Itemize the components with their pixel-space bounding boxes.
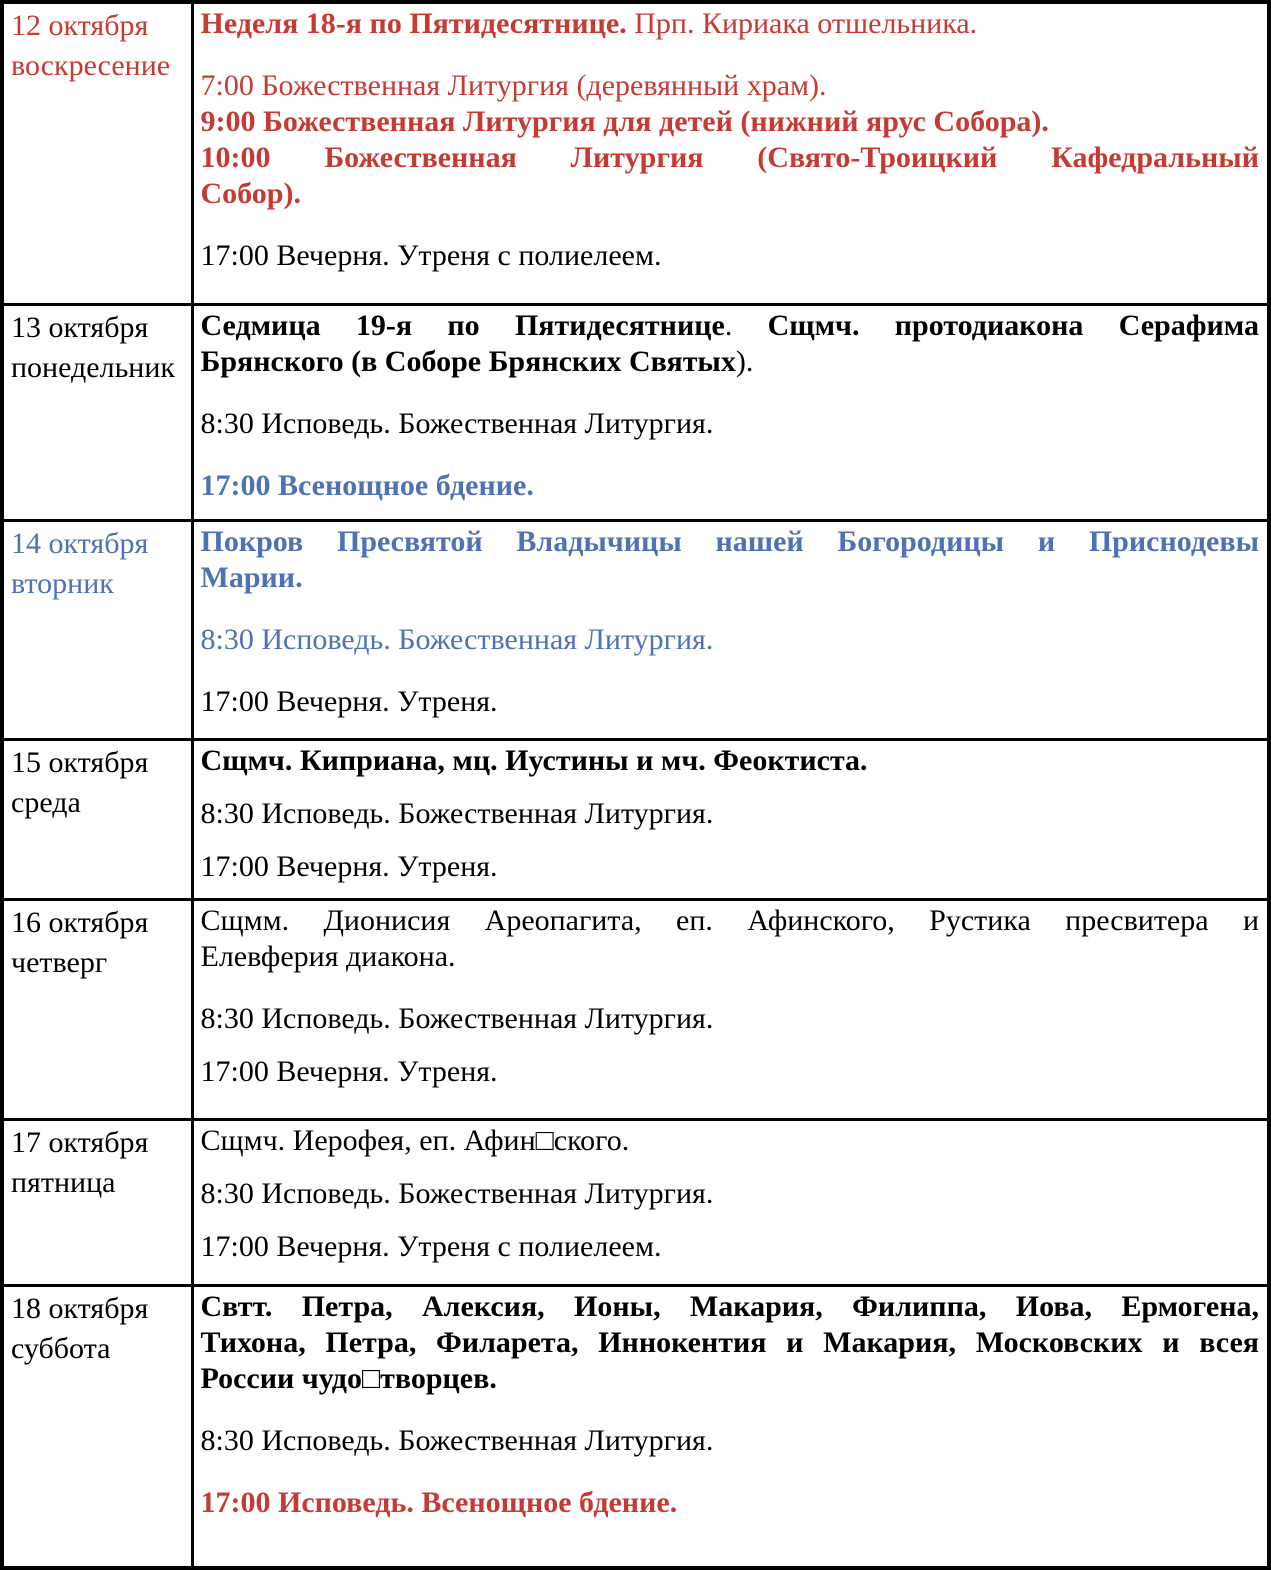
blank-line: [201, 1397, 1260, 1423]
text-line: [201, 1229, 1260, 1265]
blank-line: [201, 975, 1260, 1001]
text-line: [201, 1423, 1260, 1459]
table-row: [2, 1285, 1269, 1568]
text-segment: .: [724, 308, 768, 342]
date-cell: [2, 1119, 192, 1285]
blank-line: [201, 212, 1260, 238]
text-segment: Сщмч. протодиакона Серафима: [767, 308, 1259, 342]
text-segment: Свтт. Петра, Алексия, Ионы, Макария, Филиппа, Иова, Ермогена,: [200, 1289, 1259, 1323]
date-line: 15 октября: [11, 745, 149, 779]
text-line: [201, 560, 1260, 596]
text-segment: 17:00 Вечерня. Утреня.: [200, 684, 498, 718]
text-segment: 8:30 Исповедь. Божественная Литургия.: [200, 1176, 714, 1210]
text-segment: Брянского (в Соборе Брянских Святых: [200, 344, 736, 378]
text-line: [201, 68, 1260, 104]
text-line: [201, 622, 1260, 658]
date-line: воскресение: [11, 49, 171, 82]
table-row: [2, 2, 1269, 304]
text-segment: 8:30 Исповедь. Божественная Литургия.: [200, 796, 714, 830]
blank-line: [201, 658, 1260, 684]
text-segment: 17:00 Вечерня. Утреня.: [200, 1054, 498, 1088]
date-line: четверг: [11, 945, 108, 979]
date-line: 13 октября: [11, 310, 149, 344]
blank-line: [201, 596, 1260, 622]
text-line: [201, 939, 1260, 975]
blank-line: [201, 380, 1260, 406]
text-segment: России чудо□творцев.: [200, 1361, 497, 1395]
text-line: [201, 743, 1260, 779]
text-segment: 8:30 Исповедь. Божественная Литургия.: [200, 622, 714, 656]
date-cell: [2, 739, 192, 899]
text-line: [201, 104, 1260, 140]
service-cell: [192, 899, 1269, 1119]
date-line: суббота: [11, 1331, 111, 1365]
text-segment: 7:00 Божественная Литургия (деревянный храм).: [200, 69, 827, 102]
text-segment: 17:00 Исповедь. Всенощное бдение.: [200, 1485, 678, 1519]
date-line: 16 октября: [11, 905, 149, 939]
text-line: [201, 468, 1260, 504]
text-line: [201, 903, 1260, 939]
text-segment: Сщмч. Киприана, мц. Иустины и мч. Феоктиста.: [200, 743, 868, 777]
text-line: [201, 1485, 1260, 1521]
text-line: [201, 849, 1260, 885]
text-segment: Прп. Кириака отшельника.: [626, 7, 978, 40]
text-line: [201, 1361, 1260, 1397]
service-cell: [192, 520, 1269, 739]
text-segment: 17:00 Всенощное бдение.: [200, 468, 534, 502]
date-line: понедельник: [11, 350, 175, 384]
text-line: [201, 308, 1260, 344]
text-line: [201, 1176, 1260, 1212]
text-line: [201, 1123, 1260, 1159]
date-cell: [2, 899, 192, 1119]
text-segment: 8:30 Исповедь. Божественная Литургия.: [200, 1001, 714, 1035]
date-cell: [2, 1285, 192, 1568]
table-row: [2, 739, 1269, 899]
text-segment: 17:00 Вечерня. Утреня с полиелеем.: [200, 239, 662, 272]
date-line: 12 октября: [11, 9, 149, 42]
text-line: [201, 344, 1260, 380]
date-cell: [2, 2, 192, 304]
text-line: [201, 796, 1260, 832]
text-segment: Собор).: [200, 177, 301, 210]
date-cell: [2, 520, 192, 739]
text-segment: 10:00 Божественная Литургия (Свято-Троицкий Кафедральный: [200, 141, 1259, 174]
date-line: 17 октября: [11, 1125, 149, 1159]
date-line: среда: [11, 785, 81, 819]
blank-line: [201, 442, 1260, 468]
text-segment: 17:00 Вечерня. Утреня с полиелеем.: [200, 1229, 662, 1263]
text-segment: 17:00 Вечерня. Утреня.: [200, 849, 498, 883]
text-segment: 9:00 Божественная Литургия для детей (нижний ярус Собора).: [200, 105, 1049, 138]
text-segment: Седмица 19-я по Пятидесятнице: [200, 308, 725, 342]
blank-line: [201, 1459, 1260, 1485]
text-segment: 8:30 Исповедь. Божественная Литургия.: [200, 406, 714, 440]
date-line: 18 октября: [11, 1291, 149, 1325]
text-line: [201, 140, 1260, 176]
text-segment: 8:30 Исповедь. Божественная Литургия.: [200, 1423, 714, 1457]
service-cell: [192, 1119, 1269, 1285]
text-line: [201, 1325, 1260, 1361]
text-line: [201, 6, 1260, 42]
text-segment: Неделя 18-я по Пятидесятнице.: [200, 7, 627, 40]
text-segment: Сщмч. Иерофея, еп. Афин□ского.: [200, 1123, 630, 1157]
text-segment: ).: [735, 344, 754, 378]
text-line: [201, 406, 1260, 442]
text-line: [201, 1001, 1260, 1037]
service-cell: [192, 2, 1269, 304]
service-cell: [192, 304, 1269, 520]
date-line: 14 октября: [11, 526, 149, 560]
blank-line: [201, 42, 1260, 68]
service-cell: [192, 739, 1269, 899]
text-line: [201, 176, 1260, 212]
date-line: пятница: [11, 1165, 116, 1199]
table-row: [2, 304, 1269, 520]
text-line: [201, 524, 1260, 560]
date-line: вторник: [11, 566, 114, 600]
table-row: [2, 1119, 1269, 1285]
text-line: [201, 238, 1260, 274]
text-segment: Елевферия диакона.: [200, 939, 456, 973]
table-row: [2, 520, 1269, 739]
date-cell: [2, 304, 192, 520]
text-line: [201, 684, 1260, 720]
text-segment: Тихона, Петра, Филарета, Иннокентия и Макария, Московских и всея: [200, 1325, 1259, 1359]
text-segment: Покров Пресвятой Владычицы нашей Богородицы и Приснодевы: [200, 524, 1259, 558]
text-segment: Сщмм. Дионисия Ареопагита, еп. Афинского, Рустика пресвитера и: [200, 903, 1259, 937]
table-row: [2, 899, 1269, 1119]
text-segment: Марии.: [200, 560, 303, 594]
text-line: [201, 1289, 1260, 1325]
service-cell: [192, 1285, 1269, 1568]
text-line: [201, 1054, 1260, 1090]
